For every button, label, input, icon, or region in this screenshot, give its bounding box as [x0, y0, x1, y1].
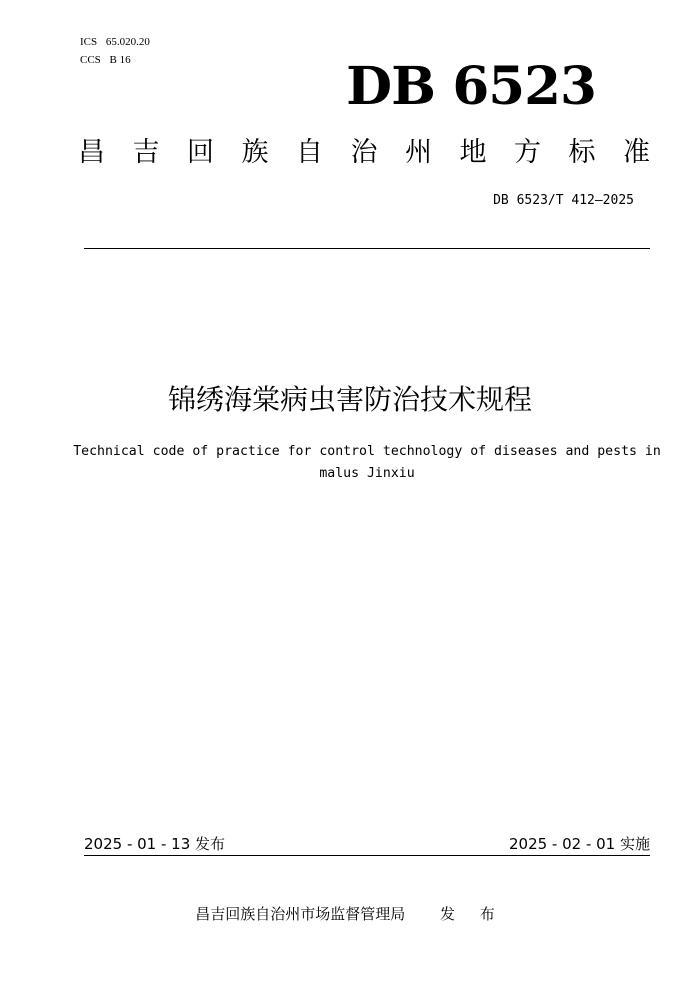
standard-type-heading [78, 131, 650, 175]
implementation-date: 2025 - 02 - 01 实施 [508, 835, 650, 853]
document-title-chinese: 锦绣海棠病虫害防治技术规程 [167, 383, 532, 416]
issue-action: 发 布 [440, 905, 505, 923]
document-title-english: Technical code of practice for control technology of diseases and pests in malus Jinxiu [73, 444, 661, 481]
ics-row [80, 33, 156, 51]
standard-type-char: 族 [241, 137, 269, 168]
standard-type-char: 吉 [132, 137, 160, 168]
standard-number: DB 6523/T 412—2025 [493, 193, 634, 208]
issuing-organization: 昌吉回族自治州市场监督管理局 [195, 905, 406, 923]
standard-type-char: 昌 [78, 137, 105, 168]
issue-date: 2025 - 01 - 13 发布 [84, 835, 226, 853]
standard-type-char: 州 [405, 137, 432, 168]
ccs-code: B 16 [109, 54, 131, 66]
footer-divider [84, 855, 650, 856]
ics-label: ICS [80, 36, 98, 48]
classification-codes [80, 33, 156, 69]
standard-type-char: 自 [296, 137, 323, 168]
standard-type-char: 方 [514, 137, 541, 168]
ccs-row [80, 51, 156, 69]
standard-type-char: 标 [568, 137, 596, 168]
standard-type-char: 回 [187, 137, 214, 168]
standard-type-chars [78, 131, 650, 175]
db-logo: DB 6523 [346, 56, 596, 117]
ccs-label: CCS [80, 54, 101, 66]
standard-type-char: 治 [350, 137, 378, 168]
ics-code: 65.020.20 [105, 36, 150, 48]
issuer-line [0, 902, 700, 926]
standard-type-char: 准 [623, 137, 650, 168]
header-divider [84, 248, 650, 249]
standard-type-char: 地 [459, 137, 487, 168]
